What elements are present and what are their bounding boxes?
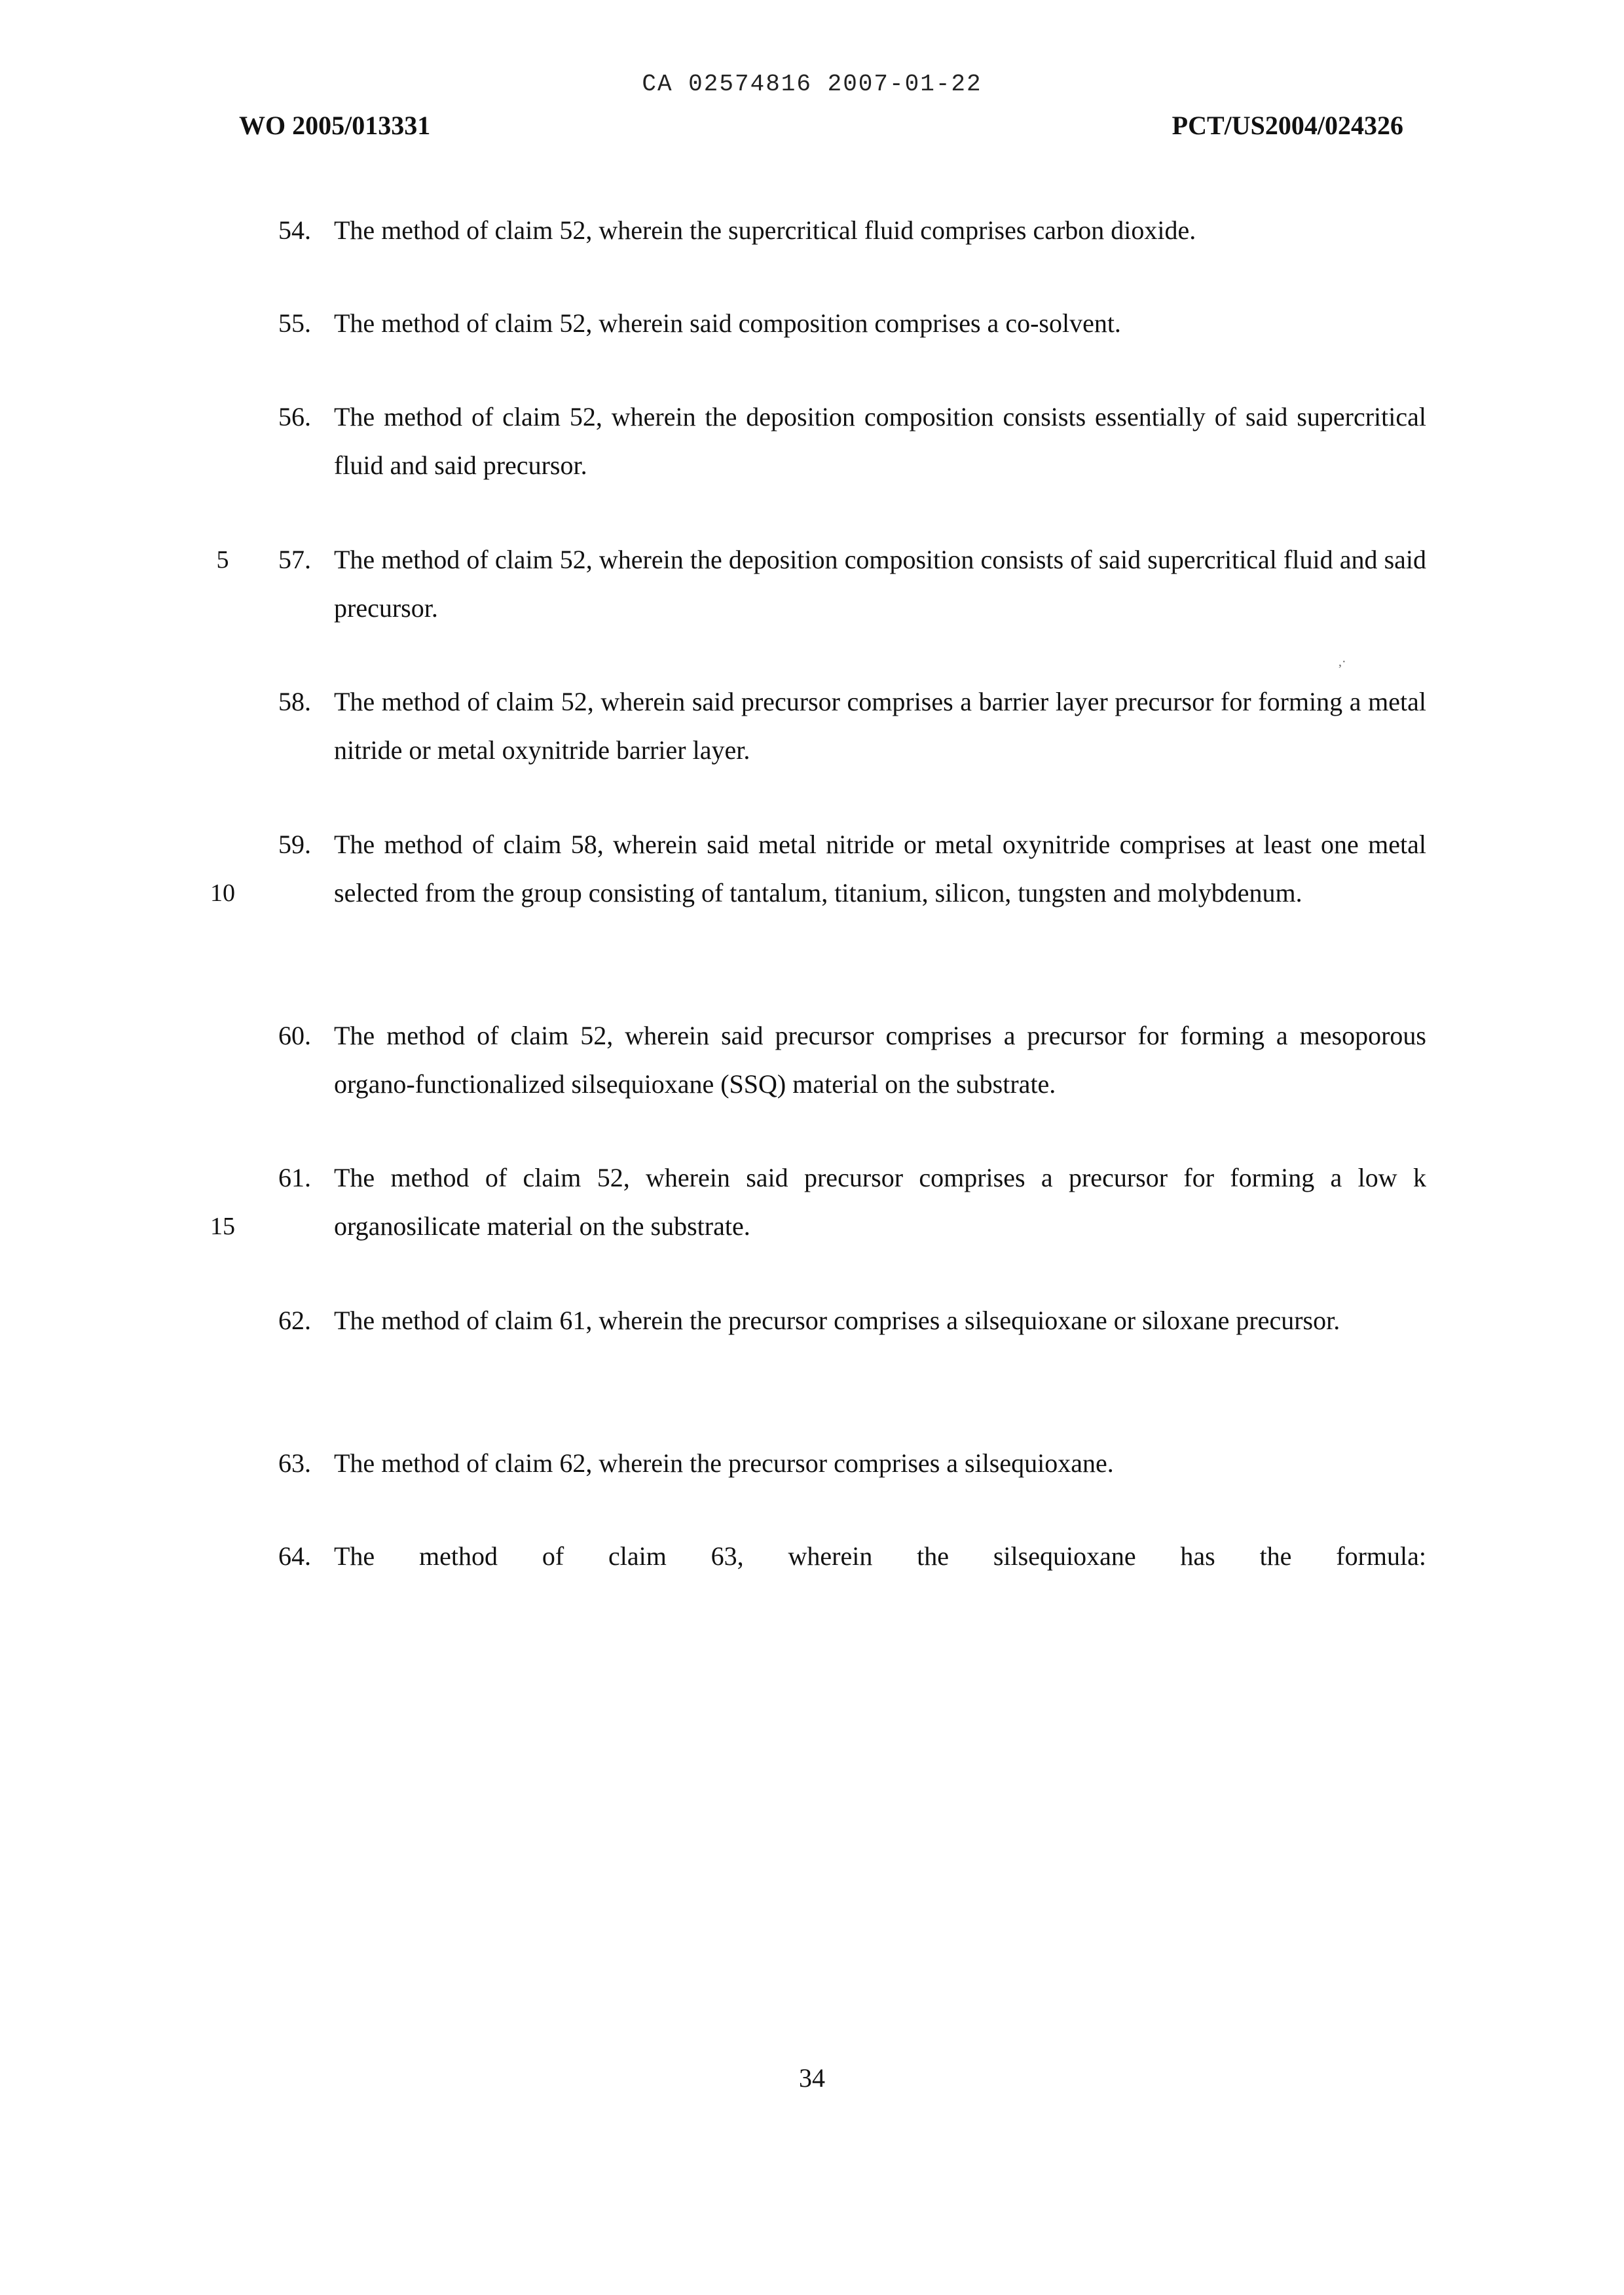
line-number-5: 5 <box>216 546 229 574</box>
claim-text: The method of claim 52, wherein said precursor comprises a barrier layer precursor for forming a metal nitride or metal oxynitride barrier layer. <box>334 687 1426 765</box>
wo-publication-number: WO 2005/013331 <box>239 111 431 140</box>
claim-54 <box>278 206 1426 255</box>
ca-filing-header: CA 02574816 2007-01-22 <box>642 71 982 98</box>
claim-text: The method of claim 52, wherein the deposition composition consists essentially of said supercritical fluid and said precursor. <box>334 402 1426 480</box>
claim-text: The method of claim 52, wherein said precursor comprises a precursor for forming a low k organosilicate material on the substrate. <box>334 1163 1426 1241</box>
claim-55 <box>278 299 1426 348</box>
claim-number: 55. <box>278 308 311 338</box>
claim-text: The method of claim 61, wherein the precursor comprises a silsequioxane or siloxane precursor. <box>334 1306 1340 1335</box>
claim-number: 62. <box>278 1306 311 1335</box>
claim-60 <box>278 1012 1426 1109</box>
claim-number: 63. <box>278 1448 311 1478</box>
claim-number: 61. <box>278 1163 311 1192</box>
claim-text: The method of claim 52, wherein said precursor comprises a precursor for forming a mesoporous organo-functionalized silsequioxane (SSQ) material on the substrate. <box>334 1021 1426 1099</box>
claim-text: The method of claim 63, wherein the silsequioxane has the formula: <box>334 1541 1426 1571</box>
claim-58 <box>278 678 1426 775</box>
claim-number: 64. <box>278 1541 311 1571</box>
claim-number: 56. <box>278 402 311 431</box>
claim-number: 60. <box>278 1021 311 1050</box>
claim-61 <box>278 1154 1426 1251</box>
claim-number: 57. <box>278 545 311 574</box>
claim-text: The method of claim 52, wherein the deposition composition consists of said supercritical fluid and said precursor. <box>334 545 1426 623</box>
claim-text: The method of claim 52, wherein said composition comprises a co-solvent. <box>334 308 1121 338</box>
claim-64 <box>278 1532 1426 1581</box>
claim-number: 58. <box>278 687 311 716</box>
line-number-15: 15 <box>210 1213 235 1240</box>
claim-text: The method of claim 62, wherein the precursor comprises a silsequioxane. <box>334 1448 1114 1478</box>
claim-number: 59. <box>278 830 311 859</box>
stray-mark: ,· <box>1338 655 1346 669</box>
page-number: 34 <box>799 2063 825 2093</box>
claim-63 <box>278 1439 1426 1488</box>
pct-application-number: PCT/US2004/024326 <box>1172 111 1403 140</box>
claim-56 <box>278 393 1426 490</box>
claim-text: The method of claim 52, wherein the supercritical fluid comprises carbon dioxide. <box>334 215 1196 245</box>
line-number-10: 10 <box>210 879 235 907</box>
claim-number: 54. <box>278 215 311 245</box>
claim-57 <box>278 536 1426 633</box>
claim-62 <box>278 1296 1426 1345</box>
claim-text: The method of claim 58, wherein said metal nitride or metal oxynitride comprises at least one metal selected from the group consisting of tantalum, titanium, silicon, tungsten and molybdenum. <box>334 830 1426 908</box>
claim-59 <box>278 820 1426 917</box>
